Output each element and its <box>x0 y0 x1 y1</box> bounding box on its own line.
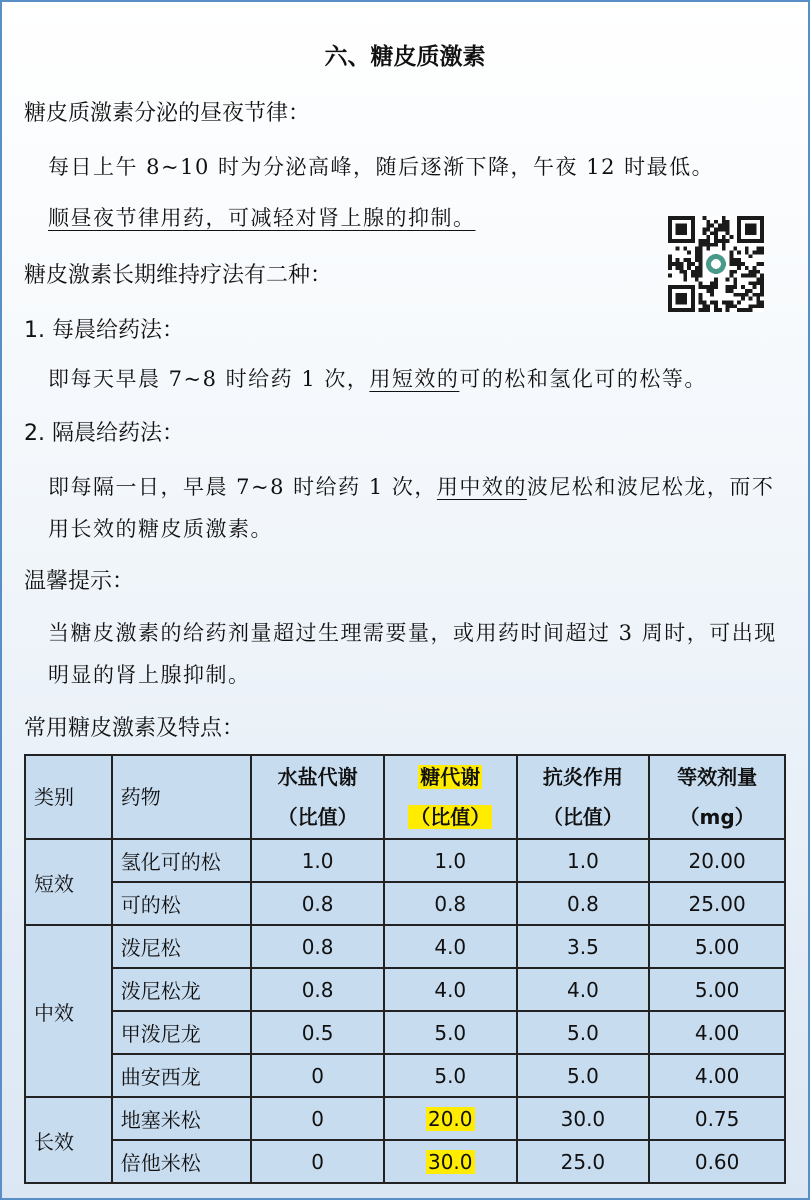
header-category: 类别 <box>25 755 112 839</box>
water-salt-cell: 0 <box>251 1097 384 1140</box>
corticosteroid-table <box>24 754 786 1184</box>
header-dose-label: 等效剂量 <box>677 765 758 789</box>
tip-heading: 温馨提示： <box>24 569 135 594</box>
water-salt-cell: 0.8 <box>251 882 384 925</box>
table-row <box>25 1097 785 1140</box>
method1-title: 1. 每晨给药法： <box>24 318 184 343</box>
sugar-value-highlight: 30.0 <box>427 1149 473 1174</box>
anti-inflammatory-cell: 5.0 <box>517 1011 650 1054</box>
dose-cell: 20.00 <box>649 839 785 882</box>
drug-cell: 泼尼松 <box>112 925 252 968</box>
dose-cell: 5.00 <box>649 925 785 968</box>
category-cell: 长效 <box>25 1097 112 1183</box>
drug-cell: 泼尼松龙 <box>112 968 252 1011</box>
header-water-salt-ratio: （比值） <box>277 805 358 829</box>
method1-suffix: 可的松和氢化可的松等。 <box>459 367 707 391</box>
drug-cell: 甲泼尼龙 <box>112 1011 252 1054</box>
water-salt-cell: 0.5 <box>251 1011 384 1054</box>
table-row <box>25 1011 785 1054</box>
dose-cell: 0.60 <box>649 1140 785 1183</box>
method2-underline: 用中效的 <box>436 475 527 499</box>
dose-cell: 0.75 <box>649 1097 785 1140</box>
drug-cell: 可的松 <box>112 882 252 925</box>
dose-cell: 4.00 <box>649 1054 785 1097</box>
method1-text <box>48 363 707 393</box>
header-drug: 药物 <box>112 755 252 839</box>
table-row <box>25 968 785 1011</box>
header-anti-ratio: （比值） <box>542 805 623 829</box>
sugar-cell: 1.0 <box>384 839 517 882</box>
header-dose-unit: （mg） <box>679 805 755 829</box>
method2-suffix: 波尼松和波尼松龙，而不用长效的糖皮质激素。 <box>48 475 775 541</box>
method1-prefix: 即每天早晨 7~8 时给药 1 次， <box>48 367 370 391</box>
anti-inflammatory-cell: 3.5 <box>517 925 650 968</box>
drug-cell: 曲安西龙 <box>112 1054 252 1097</box>
anti-inflammatory-cell: 30.0 <box>517 1097 650 1140</box>
table-row <box>25 1140 785 1183</box>
page-title: 六、糖皮质激素 <box>324 44 486 70</box>
dose-cell: 25.00 <box>649 882 785 925</box>
header-equiv-dose <box>649 755 785 839</box>
anti-inflammatory-cell: 5.0 <box>517 1054 650 1097</box>
method1-underline: 用短效的 <box>369 367 460 391</box>
drug-cell: 氢化可的松 <box>112 839 252 882</box>
water-salt-cell: 1.0 <box>251 839 384 882</box>
table-header-row <box>25 755 785 839</box>
anti-inflammatory-cell: 25.0 <box>517 1140 650 1183</box>
water-salt-cell: 0.8 <box>251 968 384 1011</box>
sugar-cell: 4.0 <box>384 925 517 968</box>
sugar-cell: 4.0 <box>384 968 517 1011</box>
header-sugar-ratio: （比值） <box>410 805 491 829</box>
drug-cell: 倍他米松 <box>112 1140 252 1183</box>
method2-prefix: 即每隔一日，早晨 7~8 时给药 1 次， <box>48 475 437 499</box>
circadian-text: 每日上午 8~10 时为分泌高峰，随后逐渐下降，午夜 12 时最低。 <box>48 155 715 179</box>
table-title: 常用糖皮激素及特点： <box>24 716 245 741</box>
water-salt-cell: 0 <box>251 1140 384 1183</box>
category-cell: 短效 <box>25 839 112 925</box>
drug-cell: 地塞米松 <box>112 1097 252 1140</box>
sugar-cell: 0.8 <box>384 882 517 925</box>
header-water-salt-label: 水盐代谢 <box>277 765 358 789</box>
maintenance-heading: 糖皮激素长期维持疗法有二种： <box>24 263 333 288</box>
method2-text <box>48 466 790 550</box>
table-row <box>25 1054 785 1097</box>
anti-inflammatory-cell: 4.0 <box>517 968 650 1011</box>
category-cell: 中效 <box>25 925 112 1097</box>
table-row <box>25 839 785 882</box>
sugar-cell <box>384 1097 517 1140</box>
header-sugar <box>384 755 517 839</box>
sugar-cell <box>384 1140 517 1183</box>
sugar-value-highlight: 20.0 <box>427 1106 473 1131</box>
header-sugar-label: 糖代谢 <box>420 765 481 789</box>
tip-text: 当糖皮激素的给药剂量超过生理需要量，或用药时间超过 3 周时，可出现明显的肾上腺抑制。 <box>48 621 777 687</box>
circadian-advice: 顺昼夜节律用药，可减轻对肾上腺的抑制。 <box>48 206 476 230</box>
anti-inflammatory-cell: 1.0 <box>517 839 650 882</box>
qr-code-icon <box>668 216 764 312</box>
water-salt-cell: 0 <box>251 1054 384 1097</box>
dose-cell: 4.00 <box>649 1011 785 1054</box>
header-anti-inflammatory <box>517 755 650 839</box>
header-water-salt <box>251 755 384 839</box>
table-row <box>25 925 785 968</box>
sugar-cell: 5.0 <box>384 1054 517 1097</box>
dose-cell: 5.00 <box>649 968 785 1011</box>
method2-title: 2. 隔晨给药法： <box>24 421 184 446</box>
sugar-cell: 5.0 <box>384 1011 517 1054</box>
anti-inflammatory-cell: 0.8 <box>517 882 650 925</box>
water-salt-cell: 0.8 <box>251 925 384 968</box>
circadian-heading: 糖皮质激素分泌的昼夜节律： <box>24 101 311 126</box>
table-row <box>25 882 785 925</box>
header-anti-label: 抗炎作用 <box>542 765 623 789</box>
